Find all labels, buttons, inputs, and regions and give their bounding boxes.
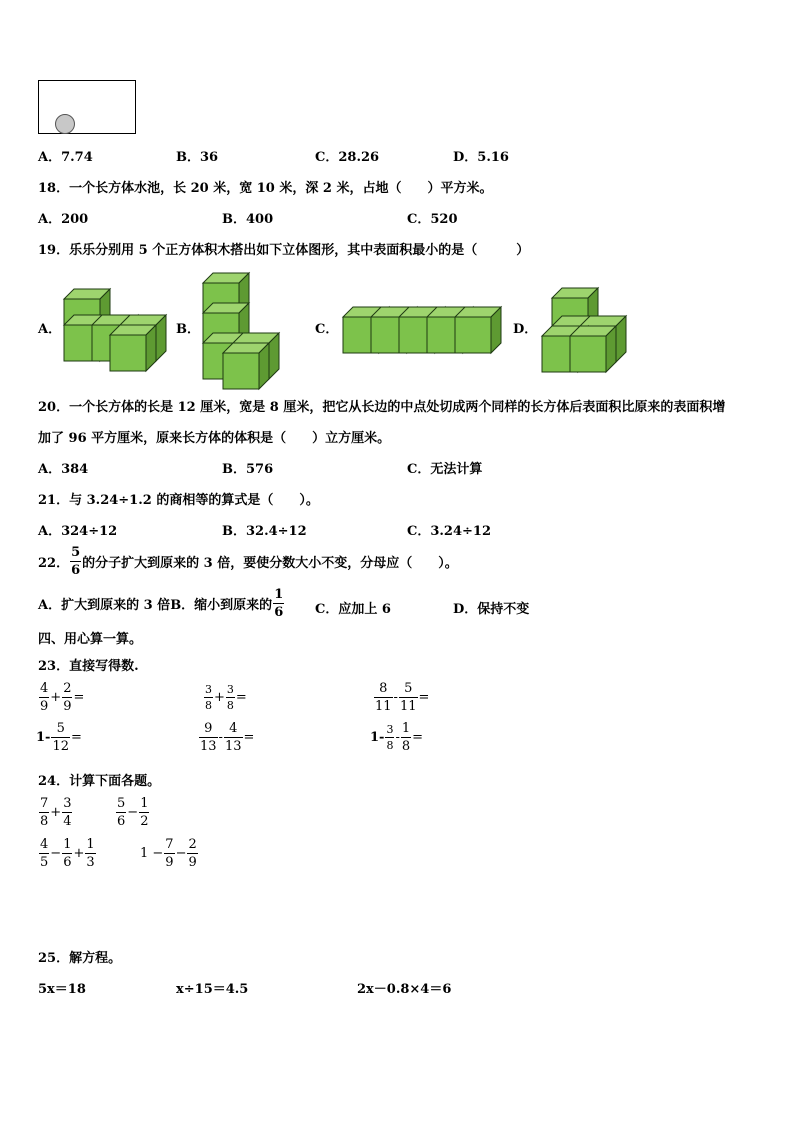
numerator: 7 bbox=[165, 837, 174, 852]
denominator: 9 bbox=[63, 699, 72, 714]
equals: = bbox=[243, 730, 255, 745]
q17-option-b[interactable]: B．36 bbox=[176, 150, 219, 165]
denominator: 6 bbox=[117, 814, 126, 829]
q17-option-a[interactable]: A．7.74 bbox=[38, 150, 93, 165]
operator: − bbox=[127, 805, 139, 820]
operator: + bbox=[73, 846, 85, 861]
prefix: 1- bbox=[36, 730, 51, 745]
q19-cube-figures bbox=[0, 0, 794, 400]
q25-equation-2: x÷15＝4.5 bbox=[176, 982, 249, 997]
denominator: 8 bbox=[386, 739, 394, 752]
section-heading: 四、用心算一算。 bbox=[38, 632, 143, 647]
q17-option-d[interactable]: D．5.16 bbox=[453, 150, 509, 165]
figure-c-cubes bbox=[343, 307, 501, 353]
numerator: 1 bbox=[274, 587, 284, 602]
q23-problem-2 bbox=[203, 684, 247, 711]
q20-option-a[interactable]: A．384 bbox=[38, 462, 89, 477]
figure-a-cubes bbox=[64, 289, 166, 371]
numerator: 1 bbox=[63, 837, 72, 852]
denominator: 13 bbox=[200, 739, 217, 754]
q24-expression-3 bbox=[38, 838, 97, 869]
q18-option-a[interactable]: A．200 bbox=[38, 212, 89, 227]
q20-option-b[interactable]: B．576 bbox=[222, 462, 274, 477]
q22-option-b[interactable]: B．缩小到原来的 bbox=[170, 598, 273, 613]
numerator: 3 bbox=[226, 683, 234, 696]
operator: - bbox=[395, 730, 400, 745]
figure-b-cubes bbox=[203, 273, 279, 389]
operator: + bbox=[214, 690, 225, 705]
denominator: 3 bbox=[86, 855, 95, 870]
q19-label-c[interactable]: C． bbox=[315, 322, 339, 337]
denominator: 2 bbox=[140, 814, 149, 829]
prefix: 1 − bbox=[140, 846, 164, 861]
q25-equation-1: 5x＝18 bbox=[38, 982, 86, 997]
q21-option-b[interactable]: B．32.4÷12 bbox=[222, 524, 307, 539]
denominator: 5 bbox=[40, 855, 49, 870]
q21-option-c[interactable]: C．3.24÷12 bbox=[407, 524, 491, 539]
q20-stem-line1: 20．一个长方体的长是 12 厘米，宽是 8 厘米，把它从长边的中点处切成两个同样的长方体后表面积比原来的表面积增 bbox=[38, 400, 726, 415]
numerator: 4 bbox=[40, 837, 49, 852]
numerator: 1 bbox=[401, 721, 411, 736]
q22-stem bbox=[38, 546, 458, 577]
denominator: 4 bbox=[63, 814, 72, 829]
q22-number: 22． bbox=[38, 556, 70, 571]
q23-problem-1 bbox=[38, 682, 84, 713]
q22-fraction bbox=[70, 546, 81, 577]
figure-d-cubes bbox=[542, 288, 626, 372]
denominator: 11 bbox=[399, 699, 417, 714]
operator: − bbox=[175, 846, 187, 861]
q23-stem: 23．直接写得数. bbox=[38, 659, 139, 674]
q20-option-c[interactable]: C．无法计算 bbox=[407, 462, 483, 477]
numerator: 2 bbox=[63, 681, 72, 696]
q22-stem-text: 的分子扩大到原来的 3 倍，要使分数大小不变，分母应（ ）。 bbox=[82, 556, 458, 571]
q22-option-b-fraction bbox=[273, 588, 284, 619]
q22-option-c[interactable]: C．应加上 6 bbox=[315, 602, 391, 617]
operator: - bbox=[393, 690, 398, 705]
denominator: 9 bbox=[188, 855, 197, 870]
denominator: 12 bbox=[52, 739, 69, 754]
equals: = bbox=[418, 690, 430, 705]
q23-problem-3 bbox=[373, 682, 429, 713]
numerator: 7 bbox=[40, 796, 49, 811]
q24-expression-2 bbox=[115, 797, 150, 828]
equals: = bbox=[235, 690, 247, 705]
numerator: 5 bbox=[56, 721, 65, 736]
denominator: 13 bbox=[224, 739, 242, 754]
q25-equation-3: 2x－0.8×4＝6 bbox=[357, 982, 452, 997]
prefix: 1- bbox=[370, 730, 385, 745]
numerator: 5 bbox=[71, 545, 81, 560]
operator: + bbox=[50, 805, 62, 820]
numerator: 2 bbox=[188, 837, 197, 852]
q18-stem: 18．一个长方体水池，长 20 米，宽 10 米，深 2 米，占地（ ）平方米。 bbox=[38, 181, 493, 196]
numerator: 4 bbox=[40, 681, 49, 696]
q18-option-c[interactable]: C．520 bbox=[407, 212, 458, 227]
q22-option-a[interactable]: A．扩大到原来的 3 倍 bbox=[38, 598, 171, 613]
q23-problem-5 bbox=[198, 722, 254, 753]
denominator: 11 bbox=[375, 699, 392, 714]
denominator: 6 bbox=[63, 855, 72, 870]
numerator: 3 bbox=[386, 723, 394, 736]
numerator: 5 bbox=[404, 681, 413, 696]
q23-problem-6 bbox=[370, 722, 423, 753]
q21-option-a[interactable]: A．324÷12 bbox=[38, 524, 118, 539]
operator: - bbox=[218, 730, 223, 745]
denominator: 9 bbox=[165, 855, 174, 870]
q22-option-d[interactable]: D．保持不变 bbox=[453, 602, 530, 617]
denominator: 6 bbox=[274, 605, 284, 620]
numerator: 8 bbox=[379, 681, 388, 696]
q19-label-b[interactable]: B． bbox=[176, 322, 200, 337]
numerator: 9 bbox=[204, 721, 213, 736]
q19-label-d[interactable]: D． bbox=[513, 322, 538, 337]
q17-option-c[interactable]: C．28.26 bbox=[315, 150, 380, 165]
q19-label-a[interactable]: A． bbox=[38, 322, 62, 337]
q19-stem: 19．乐乐分别用 5 个正方体积木搭出如下立体图形，其中表面积最小的是（ ） bbox=[38, 243, 530, 258]
q24-expression-1 bbox=[38, 797, 73, 828]
denominator: 8 bbox=[205, 699, 212, 712]
numerator: 1 bbox=[140, 796, 149, 811]
q24-stem: 24．计算下面各题。 bbox=[38, 774, 161, 789]
denominator: 8 bbox=[226, 699, 234, 712]
q18-option-b[interactable]: B．400 bbox=[222, 212, 274, 227]
numerator: 1 bbox=[86, 837, 95, 852]
q20-stem-line2: 加了 96 平方厘米，原来长方体的体积是（ ）立方厘米。 bbox=[38, 431, 391, 446]
numerator: 5 bbox=[117, 796, 126, 811]
numerator: 4 bbox=[229, 721, 238, 736]
operator: − bbox=[50, 846, 62, 861]
denominator: 9 bbox=[40, 699, 49, 714]
denominator: 8 bbox=[401, 739, 411, 754]
equals: = bbox=[73, 690, 85, 705]
equals: = bbox=[71, 730, 82, 745]
q25-stem: 25．解方程。 bbox=[38, 951, 122, 966]
numerator: 3 bbox=[63, 796, 72, 811]
operator: + bbox=[50, 690, 62, 705]
denominator: 6 bbox=[71, 563, 81, 578]
q21-stem: 21．与 3.24÷1.2 的商相等的算式是（ ）。 bbox=[38, 493, 319, 508]
q24-expression-4 bbox=[140, 838, 199, 869]
equals: = bbox=[412, 730, 424, 745]
numerator: 3 bbox=[205, 683, 212, 696]
denominator: 8 bbox=[40, 814, 49, 829]
q23-problem-4 bbox=[36, 722, 82, 753]
q22-options-row bbox=[38, 588, 285, 619]
